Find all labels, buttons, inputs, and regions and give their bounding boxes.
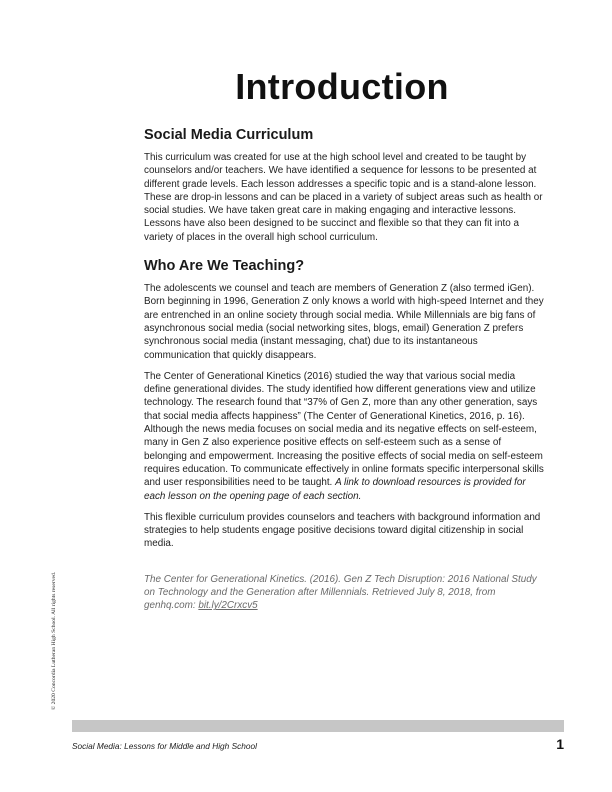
main-content xyxy=(144,127,544,613)
section-heading-teaching: Who Are We Teaching? xyxy=(144,258,305,275)
citation-link[interactable]: bit.ly/2Crxcv5 xyxy=(198,600,258,612)
teaching-paragraph-1: The adolescents we counsel and teach are members of Generation Z (also termed iGen). Born beginning in 1996, Generation Z only knows a world with high-speed Internet and they are entrenched in an online society through social media. While Millennials are big fans of asynchronous social media (social networking sites, blogs, email) Generation Z prefers synchronous social media (instant messaging, chat) due to its instantaneous communication that quickly disappears. xyxy=(144,283,544,361)
section-heading-curriculum: Social Media Curriculum xyxy=(144,127,314,143)
teaching-paragraph-2 xyxy=(144,370,544,503)
citation-text: The Center for Generational Kinetics. (2016). Gen Z Tech Disruption: 2016 National Study on Technology and the Generation after Millennials. Retrieved July 8, 2018, from genhq.com: xyxy=(144,573,537,612)
footer-book-title: Social Media: Lessons for Middle and High School xyxy=(72,741,257,751)
footer-divider-bar xyxy=(72,720,564,732)
teaching-paragraph-3: This flexible curriculum provides counselors and teachers with background information and strategies to help students engage positive decisions toward digital citizenship in social media. xyxy=(144,511,541,550)
copyright-notice: © 2020 Concordia Lutheran High School. All rights reserved. xyxy=(51,571,57,710)
teaching-paragraph-2-text: The Center of Generational Kinetics (2016) studied the way that various social media define generational divides. The study identified how different generations view and utilize technology. The research found that “37% of Gen Z, more than any other generation, says that social media affects happiness” (The Center of Generational Kinetics, 2016, p. 16). Although the news media focuses on social media and its negative effects on self-esteem, many in Gen Z also experience positive effects on self-esteem such as a sense of belonging and empowerment. Increasing the positive effects of social media on self-esteem requires education. To communicate effectively in online formats specific interpersonal skills and user responsibilities need to be taught. xyxy=(144,370,544,489)
page-number: 1 xyxy=(556,736,564,752)
resource-link-note: A link to download resources is provided for each lesson on the opening page of each section. xyxy=(144,477,526,502)
curriculum-paragraph: This curriculum was created for use at the high school level and created to be taught by counselors and/or teachers. We have identified a sequence for lessons to be presented at different grade levels. Each lesson addresses a specific topic and is a stand-alone lesson. These are drop-in lessons and can be placed in a variety of subject areas such as health or social studies. We have taken great care in making engaging and interactive lessons. Lessons have also been designed to be succinct and flexible so that they can fit into a variety of places in the overall high school curriculum. xyxy=(144,152,543,243)
page-title: Introduction xyxy=(235,66,449,107)
citation xyxy=(144,573,544,613)
